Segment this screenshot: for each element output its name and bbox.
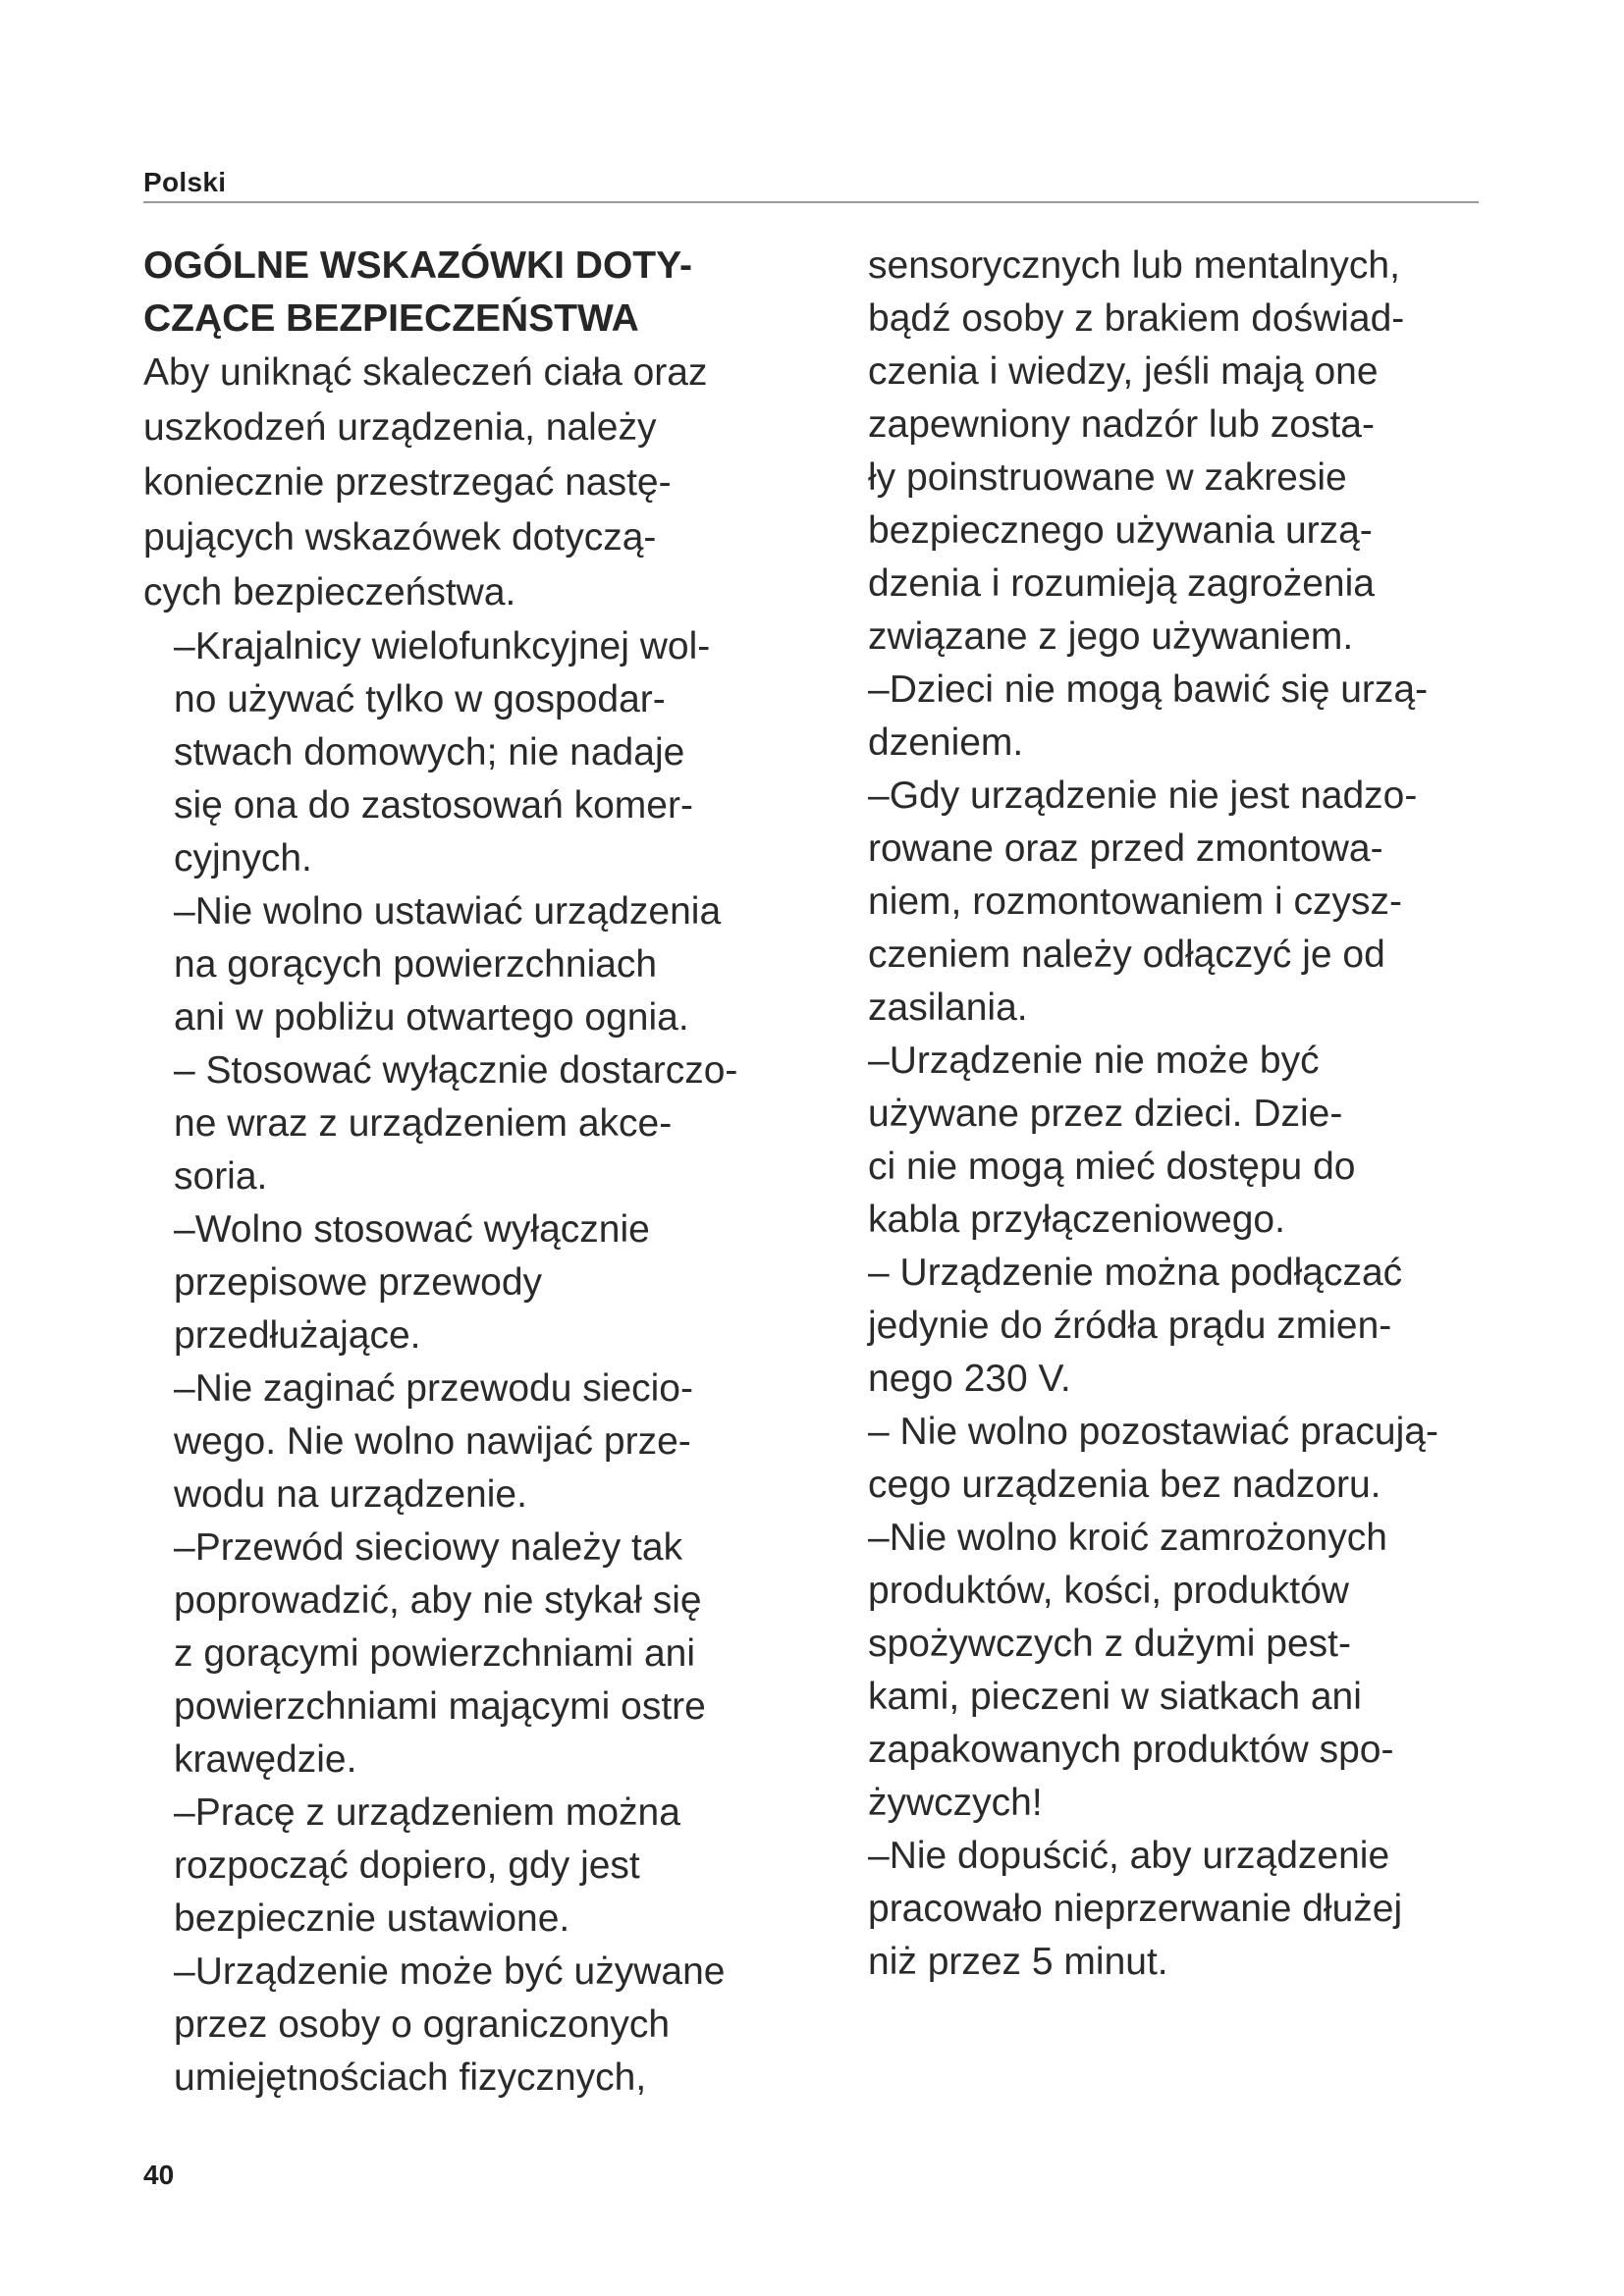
right-column [868,240,1496,1989]
safety-line: wego. Nie wolno nawijać prze- [174,1420,691,1463]
safety-line: z gorącymi powierzchniami ani [174,1632,696,1675]
safety-line: –Nie zaginać przewodu sieciо- [174,1367,693,1410]
safety-line: związane z jego używaniem. [868,615,1354,658]
safety-line: nego 230 V. [868,1358,1071,1400]
safety-line: pracowało nieprzerwanie dłużej [868,1888,1403,1930]
intro-line: Aby uniknąć skaleczeń ciała oraz [143,351,708,394]
safety-line: bądź osoby z brakiem doświad- [868,297,1405,340]
safety-line: umiejętnościach fizycznych, [174,2056,647,2099]
safety-line: –Przewód sieciowy należy tak [174,1526,683,1569]
safety-line: sensorycznych lub mentalnych, [868,244,1400,287]
safety-line: –Urządzenie może być używane [174,1950,726,1993]
safety-line: czenia i wiedzy, jeśli mają one [868,350,1379,393]
safety-line: powierzchniami mającymi ostre [174,1685,706,1728]
safety-line: na gorących powierzchniach [174,943,658,986]
safety-line: ne wraz z urządzeniem akce- [174,1102,673,1145]
page-number: 40 [143,2160,175,2190]
safety-line: rozpocząć dopiero, gdy jest [174,1844,640,1887]
section-title-line: OGÓLNE WSKAZÓWKI DOTY- [143,244,692,287]
safety-line: –Nie wolno ustawiać urządzenia [174,890,722,933]
safety-line: zapewniony nadzór lub zosta- [868,403,1375,446]
safety-line: –Krajalnicy wielofunkcyjnej wol- [174,625,711,667]
section-title [143,240,831,346]
intro-line: pujących wskazówek dotyczą- [143,516,657,559]
safety-line: wodu na urządzenie. [174,1473,527,1516]
safety-line: –Gdy urządzenie nie jest nadzo- [868,774,1418,817]
safety-line: –Wolno stosować wyłącznie [174,1208,650,1251]
safety-line: używane przez dzieci. Dzie- [868,1093,1343,1135]
safety-line: –Pracę z urządzeniem można [174,1791,680,1834]
safety-line: niż przez 5 minut. [868,1941,1168,1983]
safety-line: dzeniem. [868,721,1024,764]
safety-line: się ona do zastosowań komer- [174,784,693,827]
safety-line: cyjnych. [174,837,312,880]
safety-line: jedynie do źródła prądu zmien- [868,1305,1392,1347]
safety-line: bezpiecznie ustawione. [174,1897,570,1940]
section-title-line: CZĄCE BEZPIECZEŃSTWA [143,297,639,340]
intro-line: cych bezpieczeństwa. [143,571,516,614]
safety-line: – Urządzenie można podłączać [868,1252,1403,1294]
safety-line: poprowadzić, aby nie stykał się [174,1579,702,1622]
safety-line: –Urządzenie nie może być [868,1040,1320,1082]
safety-line: zasilania. [868,987,1028,1029]
intro-line: koniecznie przestrzegać nastę- [143,461,672,504]
safety-line: niem, rozmontowaniem i czysz- [868,881,1402,923]
intro-paragraph [143,346,831,620]
safety-line: przedłużające. [174,1314,421,1357]
running-head-language: Polski [143,167,227,197]
safety-line: żywczych! [868,1782,1043,1824]
left-column [143,240,831,2105]
safety-line: produktów, kości, produktów [868,1570,1349,1612]
safety-line: rowane oraz przed zmontowa- [868,828,1383,870]
safety-line: spożywczych z dużymi pest- [868,1623,1351,1665]
safety-line: – Nie wolno pozostawiać pracują- [868,1411,1438,1453]
safety-line: no używać tylko w gospodar- [174,678,666,721]
safety-line: ci nie mogą mieć dostępu do [868,1146,1356,1188]
safety-line: –Nie wolno kroić zamrożonych [868,1517,1387,1559]
safety-line: – Stosować wyłącznie dostarczo- [174,1049,738,1092]
safety-line: ani w pobliżu otwartego ognia. [174,996,689,1039]
safety-line: krawędzie. [174,1738,357,1781]
safety-line: kabla przyłączeniowego. [868,1199,1285,1241]
safety-line: kami, pieczeni w siatkach ani [868,1676,1362,1718]
safety-line: ły poinstruowane w zakresie [868,456,1347,499]
safety-line: –Nie dopuścić, aby urządzenie [868,1835,1390,1877]
safety-line: stwach domowych; nie nadaje [174,731,685,774]
safety-line: przepisowe przewody [174,1261,543,1304]
safety-line: cego urządzenia bez nadzoru. [868,1464,1381,1506]
intro-line: uszkodzeń urządzenia, należy [143,406,657,449]
safety-line: –Dzieci nie mogą bawić się urzą- [868,668,1429,711]
safety-line: bezpiecznego używania urzą- [868,509,1373,552]
header-rule [143,201,1479,203]
safety-line: przez osoby o ograniczonych [174,2003,671,2046]
safety-line: czeniem należy odłączyć je od [868,934,1385,976]
safety-line: dzenia i rozumieją zagrożenia [868,562,1375,605]
safety-list-left [143,620,831,2105]
safety-line: zapakowanych produktów spo- [868,1729,1394,1771]
safety-line: soria. [174,1155,268,1198]
